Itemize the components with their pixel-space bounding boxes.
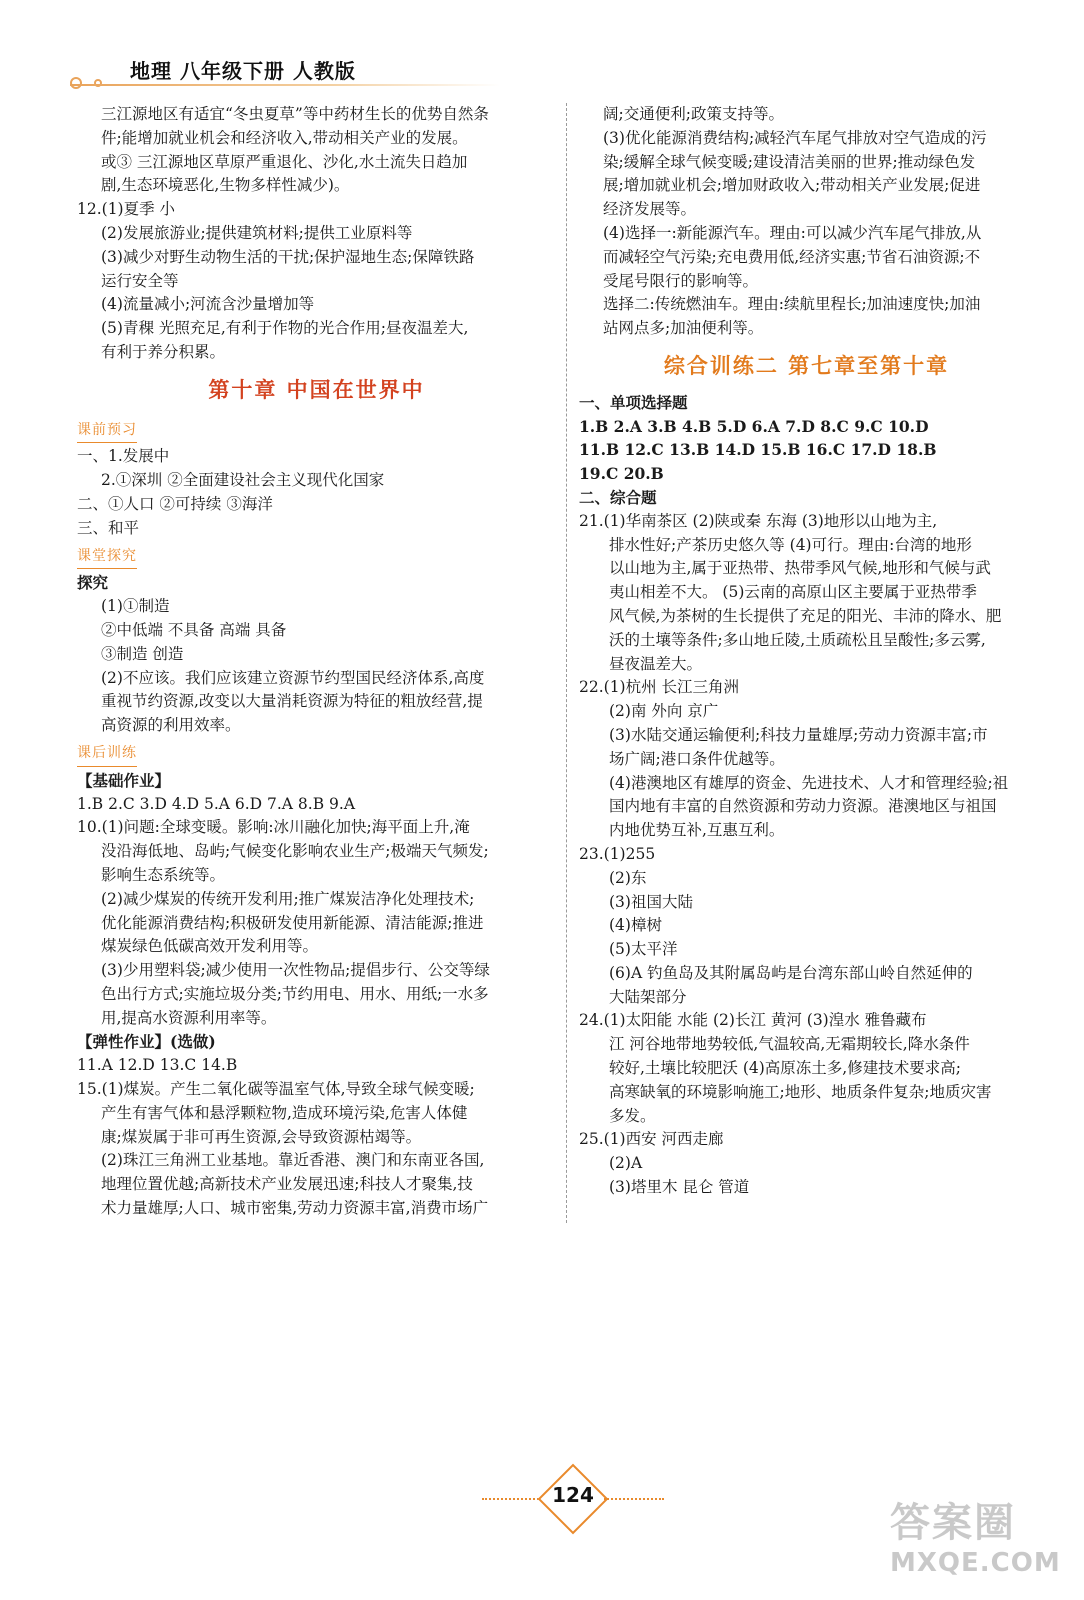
text-line: 22.(1)杭州 长江三角洲 — [579, 678, 740, 697]
text-line: 三、和平 — [77, 518, 140, 537]
text-line: (3)水陆交通运输便利;科技力量雄厚;劳动力资源丰富;市 — [609, 725, 988, 744]
left-top-block — [77, 103, 556, 365]
text-line: 煤炭绿色低碳高效开发利用等。 — [101, 937, 319, 956]
text-line: 阔;交通便利;政策支持等。 — [603, 105, 784, 123]
text-line: (3)减少对野生动物生活的干扰;保护湿地生态;保障铁路 — [101, 247, 475, 266]
text-line: 康;煤炭属于非可再生资源,会导致资源枯竭等。 — [101, 1127, 422, 1146]
watermark-logo — [890, 1500, 1070, 1590]
text-line: 10.(1)问题:全球变暖。影响:冰川融化加快;海平面上升,淹 — [77, 818, 470, 837]
section-tag-after-class: 课后训练 — [77, 742, 137, 767]
text-line: 色出行方式;实施垃圾分类;节约用电、用水、用纸;一水多 — [101, 984, 489, 1003]
text-line: 术力量雄厚;人口、城市密集,劳动力资源丰富,消费市场广 — [101, 1199, 489, 1218]
text-line: (1)①制造 — [101, 597, 170, 616]
text-line: 经济发展等。 — [603, 200, 697, 219]
text-line: 高寒缺氧的环境影响施工;地形、地质条件复杂;地质灾害 — [609, 1082, 992, 1101]
text-line: 11.B 12.C 13.B 14.D 15.B 16.C 17.D 18.B — [579, 440, 937, 460]
text-line: 1.B 2.A 3.B 4.B 5.D 6.A 7.D 8.C 9.C 10.D — [579, 416, 929, 436]
text-line: 用,提高水资源利用率等。 — [101, 1008, 277, 1027]
text-line: (2)发展旅游业;提供建筑材料;提供工业原料等 — [101, 223, 413, 242]
text-line: 剧,生态环境恶化,生物多样性减少)。 — [101, 176, 350, 195]
text-line: 一、1.发展中 — [77, 447, 170, 466]
right-column — [579, 103, 1034, 1200]
text-line: 沃的土壤等条件;多山地丘陵,土质疏松且呈酸性;多云雾, — [609, 630, 986, 649]
text-line: 运行安全等 — [101, 271, 179, 290]
text-line: 而减轻空气污染;充电费用低,经济实惠;节省石油资源;不 — [603, 247, 981, 266]
chapter-title: 第十章 中国在世界中 — [208, 377, 425, 402]
watermark-url: MXQE.COM — [890, 1548, 1061, 1578]
text-line: 染;缓解全球气候变暖;建设清洁美丽的世界;推动绿色发 — [603, 152, 976, 171]
text-line: (2)A — [609, 1154, 643, 1173]
text-line: 24.(1)太阳能 水能 (2)长江 黄河 (3)湟水 雅鲁藏布 — [579, 1011, 927, 1030]
text-line: 23.(1)255 — [579, 844, 656, 863]
text-line: (4)流量减小;河流含沙量增加等 — [101, 295, 315, 314]
text-line: 二、①人口 ②可持续 ③海洋 — [77, 494, 273, 513]
text-line: (4)樟树 — [609, 916, 662, 935]
column-divider — [566, 103, 567, 1223]
text-line: (5)青稞 光照充足,有利于作物的光合作用;昼夜温差大, — [101, 319, 469, 338]
text-line: 1.B 2.C 3.D 4.D 5.A 6.D 7.A 8.B 9.A — [77, 794, 356, 813]
comprehensive-heading: 二、综合题 — [579, 487, 657, 507]
text-line: 夷山相差不大。 (5)云南的高原山区主要属于亚热带季 — [609, 583, 977, 602]
text-line: 12.(1)夏季 小 — [77, 200, 176, 219]
text-line: (2)不应该。我们应该建立资源节约型国民经济体系,高度 — [101, 668, 485, 687]
text-line: 大陆架部分 — [609, 987, 687, 1006]
text-line: (2)减少煤炭的传统开发利用;推广煤炭洁净化处理技术; — [101, 889, 475, 908]
text-line: (3)优化能源消费结构;减轻汽车尾气排放对空气造成的污 — [603, 128, 987, 147]
text-line: ②中低端 不具备 高端 具备 — [101, 620, 287, 639]
section-tag-explore: 课堂探究 — [77, 545, 137, 570]
text-line: 排水性好;产茶历史悠久等 (4)可行。理由:台湾的地形 — [609, 535, 972, 554]
text-line: 三江源地区有适宜“冬虫夏草”等中药材生长的优势自然条 — [101, 105, 489, 123]
text-line: 11.A 12.D 13.C 14.B — [77, 1056, 238, 1075]
text-line: 地理位置优越;高新技术产业发展迅速;科技人才聚集,技 — [101, 1175, 473, 1194]
text-line: 较好,土壤比较肥沃 (4)高原冻土多,修建技术要求高; — [609, 1059, 961, 1078]
text-line: (3)少用塑料袋;减少使用一次性物品;提倡步行、公交等绿 — [101, 961, 490, 980]
text-line: 高资源的利用效率。 — [101, 716, 241, 735]
text-line: 以山地为主,属于亚热带、热带季风气候,地形和气候与武 — [609, 559, 991, 578]
text-line: 风气候,为茶树的生长提供了充足的阳光、丰沛的降水、肥 — [609, 606, 1002, 625]
text-line: 展;增加就业机会;增加财政收入;带动相关产业发展;促进 — [603, 176, 981, 195]
section-tag-preview: 课前预习 — [77, 419, 137, 444]
text-line: (2)东 — [609, 868, 647, 887]
book-title: 地理 八年级下册 人教版 — [130, 59, 356, 83]
page-header — [70, 55, 570, 95]
explore-heading: 探究 — [77, 573, 109, 593]
text-line: 选择二:传统燃油车。理由:续航里程长;加油速度快;加油 — [603, 295, 981, 314]
text-line: 多发。 — [609, 1106, 656, 1125]
text-line: 件;能增加就业机会和经济收入,带动相关产业的发展。 — [101, 128, 468, 147]
text-line: ③制造 创造 — [101, 644, 184, 663]
text-line: 重视节约资源,改变以大量消耗资源为特征的粗放经营,提 — [101, 692, 483, 711]
single-choice-heading: 一、单项选择题 — [579, 392, 688, 412]
text-line: 受尾号限行的影响等。 — [603, 271, 759, 290]
text-line: 21.(1)华南茶区 (2)陕或秦 东海 (3)地形以山地为主, — [579, 511, 938, 530]
text-line: (4)选择一:新能源汽车。理由:可以减少汽车尾气排放,从 — [603, 223, 982, 242]
text-line: 或③ 三江源地区草原严重退化、沙化,水土流失日趋加 — [101, 152, 468, 171]
text-line: (3)祖国大陆 — [609, 892, 693, 911]
text-line: 江 河谷地带地势较低,气温较高,无霜期较长,降水条件 — [609, 1035, 970, 1054]
left-column — [77, 103, 556, 1221]
text-line: 场广阔;港口条件优越等。 — [609, 749, 785, 768]
text-line: 昼夜温差大。 — [609, 654, 703, 673]
section-title: 综合训练二 第七章至第十章 — [663, 353, 950, 378]
text-line: (4)港澳地区有雄厚的资金、先进技术、人才和管理经验;祖 — [609, 773, 1009, 792]
footer-dots — [604, 1498, 664, 1500]
text-line: 站网点多;加油便利等。 — [603, 319, 764, 338]
footer-dots — [482, 1498, 542, 1500]
text-line: (2)珠江三角洲工业基地。靠近香港、澳门和东南亚各国, — [101, 1151, 485, 1170]
text-line: 19.C 20.B — [579, 464, 664, 484]
text-line: 没沿海低地、岛屿;气候变化影响农业生产;极端天气频发; — [101, 842, 489, 861]
watermark-text: 答案圈 — [890, 1500, 1016, 1546]
text-line: 影响生态系统等。 — [101, 865, 226, 884]
text-line: 2.①深圳 ②全面建设社会主义现代化国家 — [101, 471, 385, 490]
text-line: (2)南 外向 京广 — [609, 702, 719, 721]
text-line: 15.(1)煤炭。产生二氧化碳等温室气体,导致全球气候变暖; — [77, 1080, 475, 1099]
page-number: 124 — [552, 1483, 594, 1507]
text-line: (5)太平洋 — [609, 940, 678, 959]
text-line: 国内地有丰富的自然资源和劳动力资源。港澳地区与祖国 — [609, 797, 997, 816]
text-line: (3)塔里木 昆仑 管道 — [609, 1178, 750, 1197]
header-rule — [70, 84, 500, 86]
text-line: (6)A 钓鱼岛及其附属岛屿是台湾东部山岭自然延伸的 — [609, 963, 973, 982]
text-line: 产生有害气体和悬浮颗粒物,造成环境污染,危害人体健 — [101, 1103, 468, 1122]
text-line: 25.(1)西安 河西走廊 — [579, 1130, 724, 1149]
text-line: 内地优势互补,互惠互利。 — [609, 821, 785, 840]
text-line: 有利于养分积累。 — [101, 342, 226, 361]
elastic-homework-heading: 【弹性作业】(选做) — [77, 1032, 216, 1052]
header-ornament-icon — [70, 77, 82, 89]
text-line: 优化能源消费结构;积极研发使用新能源、清洁能源;推进 — [101, 913, 484, 932]
basic-homework-heading: 【基础作业】 — [77, 770, 171, 790]
